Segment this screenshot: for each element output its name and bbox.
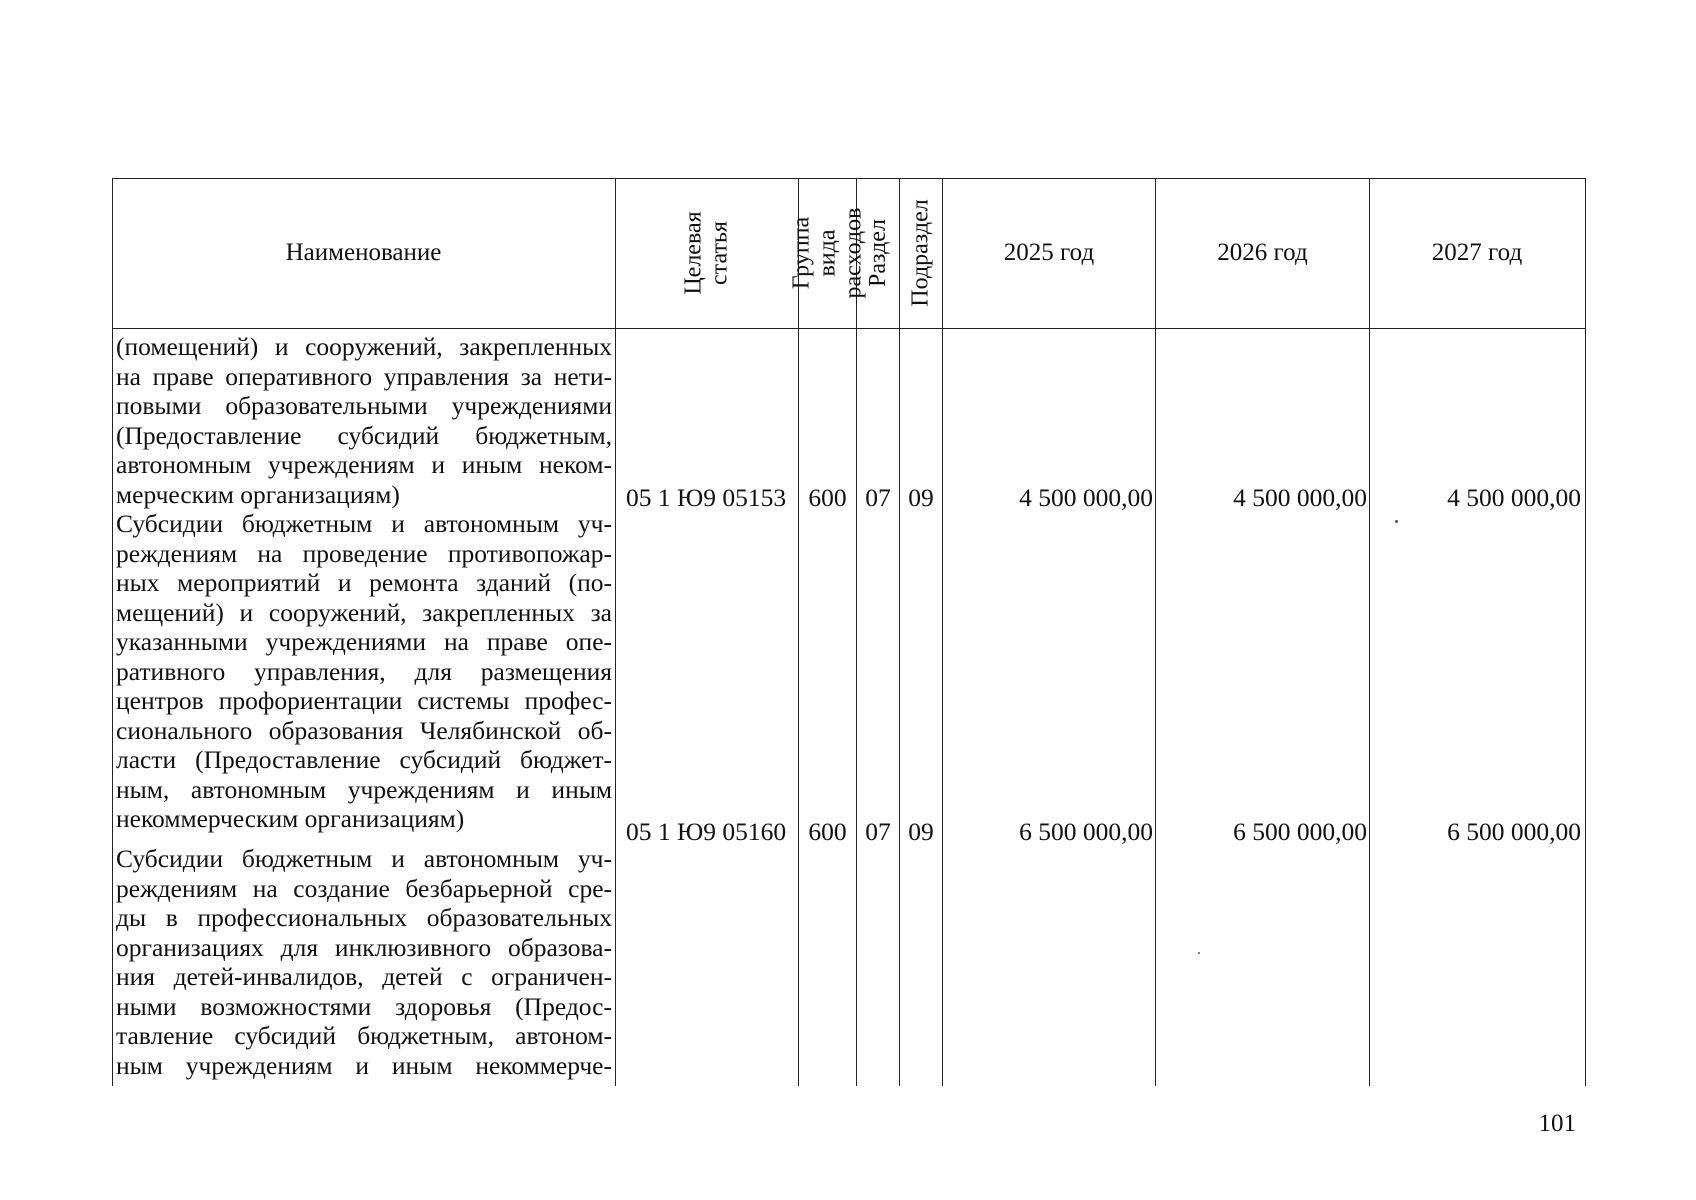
- row-2-line: реждениям на проведение противопожар-: [116, 538, 612, 568]
- row-1-group: 600: [808, 483, 847, 512]
- row-2-line: ласти (Предоставление субсидий бюджет-: [116, 745, 612, 774]
- header-target-article-text: Целевая статья: [680, 211, 733, 295]
- row-2-line: ных мероприятий и ремонта зданий (по-: [116, 568, 612, 597]
- row-1-line: (Предоставление субсидий бюджетным,: [116, 420, 612, 450]
- header-name-text: Наименование: [285, 239, 442, 266]
- row-2-section: 07: [865, 817, 891, 846]
- row-2-2025: 6 500 000,00: [1019, 817, 1153, 846]
- row-1-subsection: 09: [908, 483, 934, 512]
- row-3-line: ния детей-инвалидов, детей с ограничен-: [116, 962, 612, 991]
- row-2-code: 05 1 Ю9 05160: [626, 817, 787, 846]
- row-3-line: ными возможностями здоровья (Предос-: [116, 991, 612, 1021]
- header-section: [857, 178, 899, 328]
- row-2-line: сионального образования Челябинской об-: [116, 715, 612, 745]
- row-2-2026: 6 500 000,00: [1233, 817, 1367, 846]
- row-2-line: указанными учреждениями на праве опе-: [116, 627, 612, 656]
- header-year-2026: [1156, 178, 1369, 328]
- row-1-line: повыми образовательными учреждениями: [116, 391, 612, 420]
- header-name: [112, 178, 615, 328]
- row-3-line: организациях для инклюзивного образова-: [116, 932, 612, 962]
- row-1-2026: 4 500 000,00: [1233, 483, 1367, 512]
- row-3-line: ды в профессиональных образовательных: [116, 903, 612, 932]
- scan-speck: [1198, 952, 1200, 954]
- row-3-name: [116, 844, 612, 1080]
- scan-speck: [1395, 520, 1398, 523]
- header-year-2025-text: 2025 год: [1003, 239, 1095, 266]
- row-1-section: 07: [865, 483, 891, 512]
- row-2-line: Субсидии бюджетным и автономным уч-: [116, 509, 612, 538]
- row-2-line: мещений) и сооружений, закрепленных за: [116, 597, 612, 627]
- row-1-2027: 4 500 000,00: [1447, 483, 1581, 512]
- row-1-line: мерческим организациям): [116, 479, 400, 509]
- row-1-line: на праве оперативного управления за нети-: [116, 361, 612, 391]
- row-1-2025: 4 500 000,00: [1019, 483, 1153, 512]
- header-year-2025: [943, 178, 1155, 328]
- header-section-text: Раздел: [865, 219, 892, 287]
- page-number: 101: [1538, 1110, 1576, 1137]
- header-year-2027: [1370, 178, 1584, 328]
- row-1-line: (помещений) и сооружений, закрепленных: [116, 332, 612, 361]
- row-3-line: ным учреждениям и иным некоммерче-: [116, 1050, 612, 1080]
- row-1-name: [116, 332, 612, 509]
- row-2-line: ративного управления, для размещения: [116, 656, 612, 686]
- row-2-line: центров профориентации системы профес-: [116, 686, 612, 715]
- header-year-2027-text: 2027 год: [1431, 239, 1523, 266]
- row-2-subsection: 09: [908, 817, 934, 846]
- header-bottom-rule: [112, 328, 1586, 329]
- row-1-code: 05 1 Ю9 05153: [626, 483, 787, 512]
- row-3-line: тавление субсидий бюджетным, автоном-: [116, 1021, 612, 1050]
- row-2-line: некоммерческим организациям): [116, 804, 465, 833]
- header-subsection-text: Подраздел: [908, 199, 935, 307]
- row-3-line: реждениям на создание безбарьерной сре-: [116, 873, 612, 903]
- header-target-article: [616, 178, 798, 328]
- row-2-name: [116, 509, 612, 834]
- row-2-group: 600: [808, 817, 847, 846]
- header-year-2026-text: 2026 год: [1217, 239, 1308, 266]
- row-2-2027: 6 500 000,00: [1447, 817, 1581, 846]
- row-3-line: Субсидии бюджетным и автономным уч-: [116, 844, 612, 873]
- row-2-line: ным, автономным учреждениям и иным: [116, 774, 612, 804]
- header-subsection: [900, 178, 942, 328]
- row-1-line: автономным учреждениям и иным неком-: [116, 450, 612, 479]
- header-expense-group: [788, 178, 867, 328]
- header-expense-group-text: Группа вида расходов: [788, 207, 867, 299]
